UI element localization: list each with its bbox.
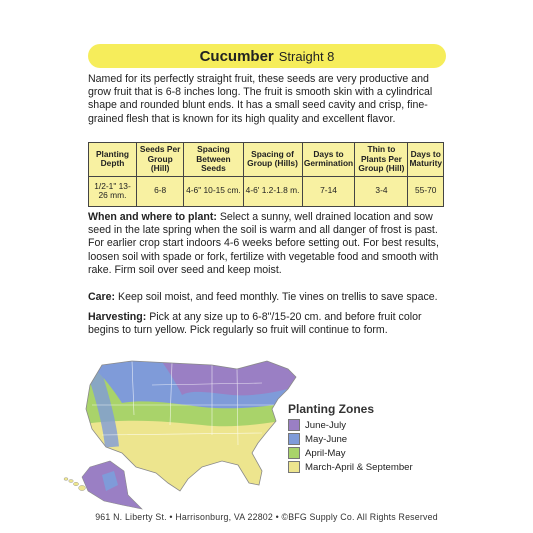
planting-zone-map (62, 355, 312, 515)
header-planting-depth: Planting Depth (89, 143, 137, 177)
header-days-to-germination: Days to Germination (302, 143, 355, 177)
value-spacing-of-group: 4-6' 1.2-1.8 m. (243, 176, 302, 206)
value-days-to-germination: 7-14 (302, 176, 355, 206)
value-planting-depth: 1/2-1" 13-26 mm. (89, 176, 137, 206)
legend-item-june-july (288, 418, 413, 432)
product-name: Cucumber (199, 47, 274, 65)
footer-address: 961 N. Liberty St. • Harrisonburg, VA 22802 • ©BFG Supply Co. All Rights Reserved (95, 512, 438, 522)
legend-title: Planting Zones (288, 402, 375, 416)
legend-label: April-May (305, 447, 346, 459)
legend-label: June-July (305, 419, 347, 431)
care-text: Keep soil moist, and feed monthly. Tie vines on trellis to save space. (118, 291, 438, 303)
legend-item-april-may (288, 446, 413, 460)
care-label: Care: (88, 291, 116, 303)
product-description: Named for its perfectly straight fruit, these seeds are very productive and grow fruit that is 6-8 inches long. The fruit is smooth skin with a cylindrical shape and rounded blunt ends. It has a small seed cavity and crisp, fine-grained flesh that is known for its high quality and excellent flavor. (88, 73, 433, 125)
header-days-to-maturity: Days to Maturity (408, 143, 444, 177)
planting-zones-legend (288, 402, 413, 474)
value-seeds-per-group: 6-8 (136, 176, 183, 206)
value-days-to-maturity: 55-70 (408, 176, 444, 206)
value-thin-to-plants: 3-4 (355, 176, 408, 206)
harvesting-section (88, 311, 448, 337)
planting-specs-table (88, 142, 444, 207)
legend-item-march-april-september (288, 460, 413, 474)
harvesting-label: Harvesting: (88, 311, 147, 323)
legend-label: March-April & September (305, 461, 413, 473)
table-header-row (89, 143, 444, 177)
legend-swatch (288, 461, 300, 473)
value-spacing-between-seeds: 4-6" 10-15 cm. (184, 176, 243, 206)
legend-label: May-June (305, 433, 348, 445)
care-section (88, 291, 448, 304)
header-spacing-of-group: Spacing of Group (Hills) (243, 143, 302, 177)
legend-swatch (288, 433, 300, 445)
header-seeds-per-group: Seeds Per Group (Hill) (136, 143, 183, 177)
legend-item-may-june (288, 432, 413, 446)
product-variety: Straight 8 (278, 48, 335, 64)
harvesting-text: Pick at any size up to 6-8"/15-20 cm. and before fruit color begins to turn yellow. Pick regularly so fruit will continue to form. (88, 311, 422, 337)
header-thin-to-plants: Thin to Plants Per Group (Hill) (355, 143, 408, 177)
table-value-row (89, 176, 444, 206)
legend-swatch (288, 419, 300, 431)
title-banner (88, 44, 446, 68)
header-spacing-between-seeds: Spacing Between Seeds (184, 143, 243, 177)
zone-great-lakes (202, 355, 262, 379)
hawaii-islands (64, 478, 85, 491)
when-where-text: Select a sunny, well drained location and sow seed in the late spring when the soil is warm and all danger of frost is past. For earlier crop start indoors 4-6 weeks before setting out. For best results, loosen soil with spade or fork, fertilize with vegetable food and smooth with rake. Firm soil over seed and keep moist. (88, 211, 439, 276)
when-where-section (88, 211, 448, 277)
when-where-label: When and where to plant: (88, 211, 217, 223)
legend-swatch (288, 447, 300, 459)
